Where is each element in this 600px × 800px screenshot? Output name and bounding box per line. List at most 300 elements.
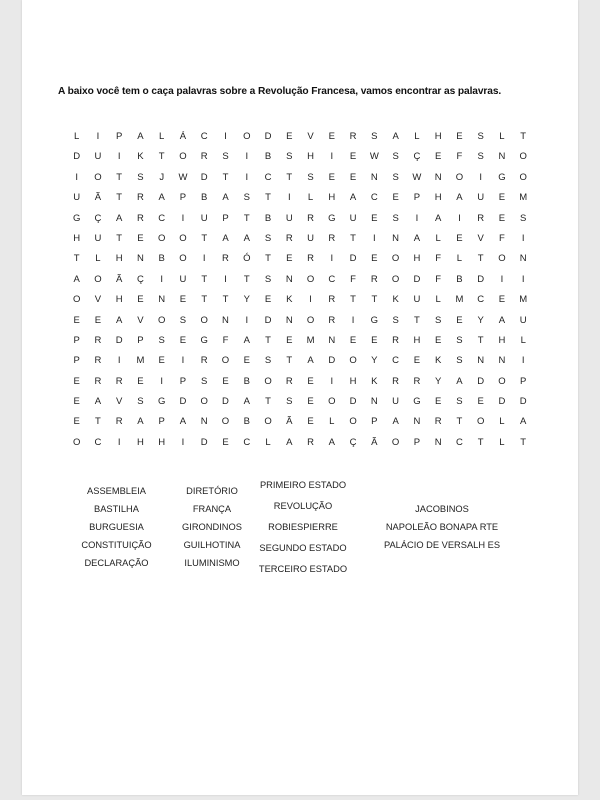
grid-letter: I [160,273,164,285]
grid-letter: R [349,131,357,142]
grid-letter: Ç [413,151,421,163]
grid-letter: T [520,131,527,142]
grid-letter: S [307,171,314,183]
grid-letter: P [413,192,421,204]
grid-letter: K [286,294,293,306]
grid-letter: S [392,314,399,326]
grid-letter: Y [477,314,484,326]
grid-letter: O [243,131,251,142]
grid-letter: I [309,294,312,306]
grid-letter: W [369,151,379,163]
grid-letter: W [412,171,422,183]
grid-letter: H [115,253,123,265]
grid-letter: S [434,314,442,326]
grid-letter: B [264,151,272,163]
grid-letter: O [72,294,81,306]
grid-letter: R [136,212,144,224]
grid-letter: T [477,253,484,265]
grid-letter: T [265,192,271,204]
word-list-item: TERCEIRO ESTADO [258,564,348,574]
grid-letter: E [158,355,165,367]
grid-letter: N [477,355,485,367]
grid-letter: E [434,151,442,163]
grid-letter: M [136,355,145,367]
grid-letter: T [265,334,271,346]
word-list-item: FRANÇA [192,504,232,514]
grid-letter: I [245,171,249,183]
grid-letter: O [264,416,272,428]
grid-letter: O [391,273,400,285]
grid-letter: R [434,416,442,428]
grid-letter: S [392,151,399,163]
grid-letter: G [72,212,81,224]
grid-letter: P [73,334,80,346]
grid-letter: T [286,171,293,183]
grid-letter: D [349,253,357,265]
grid-letter: N [434,171,442,183]
grid-letter: W [178,171,188,183]
grid-letter: I [75,171,78,183]
grid-letter: O [498,253,506,265]
grid-letter: L [307,192,314,204]
grid-letter: E [137,232,144,244]
grid-letter: I [479,171,482,183]
grid-letter: D [477,273,485,285]
grid-letter: O [158,232,166,244]
grid-letter: T [222,171,229,183]
grid-letter: E [371,212,378,224]
grid-letter: E [349,171,357,183]
grid-letter: A [328,436,335,448]
grid-letter: Ã [115,273,123,285]
grid-letter: S [456,396,463,408]
grid-letter: R [200,355,208,367]
grid-letter: B [456,273,463,285]
grid-letter: E [73,314,80,326]
grid-letter: I [181,355,185,367]
word-list-item: NAPOLEÃO BONAPA RTE [385,522,499,532]
grid-letter: B [264,212,272,224]
grid-letter: N [328,334,336,346]
grid-letter: L [456,253,463,265]
grid-letter: O [179,232,187,244]
grid-letter: C [158,212,166,224]
grid-letter: D [519,396,527,408]
grid-letter: P [222,212,229,224]
grid-letter: J [159,171,165,183]
grid-letter: U [519,314,527,326]
grid-letter: Á [179,131,187,142]
grid-letter: R [222,253,229,265]
grid-letter: L [329,416,335,428]
grid-letter: N [136,253,144,265]
grid-letter: F [456,151,463,163]
grid-letter: R [94,355,102,367]
grid-letter: S [392,212,399,224]
grid-letter: F [350,273,356,285]
grid-letter: G [370,314,379,326]
grid-letter: O [200,396,208,408]
grid-letter: U [200,212,208,224]
grid-letter: T [94,416,101,428]
grid-letter: I [521,232,525,244]
grid-letter: M [455,294,464,306]
grid-letter: A [349,192,357,204]
grid-letter: E [307,396,314,408]
grid-letter: O [391,436,400,448]
grid-letter: I [330,151,334,163]
grid-letter: R [328,294,336,306]
grid-letter: S [456,334,463,346]
grid-letter: T [456,416,463,428]
grid-letter: P [73,355,80,367]
grid-letter: Ç [94,212,102,224]
grid-letter: T [243,273,250,285]
grid-letter: E [286,334,293,346]
word-list-item: GUILHOTINA [183,540,241,550]
grid-letter: T [116,171,123,183]
grid-letter: H [307,151,314,163]
grid-letter: U [94,151,102,163]
grid-letter: P [520,375,527,387]
grid-letter: T [201,294,208,306]
grid-letter: E [243,355,250,367]
grid-letter: R [115,375,123,387]
grid-letter: Ó [243,253,251,265]
grid-letter: A [115,314,123,326]
word-list-column-2 [172,482,252,572]
grid-letter: E [94,314,102,326]
grid-letter: E [222,375,229,387]
grid-letter: R [136,192,144,204]
word-list-item: GIRONDINOS [182,522,242,532]
word-list-column-3 [258,475,348,580]
grid-letter: B [201,192,208,204]
grid-letter: U [413,294,421,306]
grid-letter: I [117,151,121,163]
grid-letter: I [351,314,355,326]
grid-letter: O [94,273,102,285]
grid-letter: E [286,131,293,142]
grid-letter: O [94,171,102,183]
grid-letter: O [200,314,208,326]
grid-letter: A [222,192,229,204]
grid-letter: S [201,375,208,387]
grid-letter: E [349,151,357,163]
grid-letter: D [222,396,229,408]
grid-letter: H [136,436,144,448]
grid-letter: P [179,192,187,204]
grid-letter: D [498,396,506,408]
grid-letter: K [371,375,378,387]
grid-letter: A [137,416,144,428]
word-list-item: JACOBINOS [415,504,469,514]
grid-letter: D [264,314,272,326]
grid-letter: Y [434,375,442,387]
grid-letter: G [200,334,208,346]
grid-letter: G [328,212,336,224]
grid-letter: A [413,232,421,244]
grid-letter: H [158,436,166,448]
word-list-item: ILUMINISMO [184,558,240,568]
grid-letter: I [330,375,334,387]
grid-letter: A [456,375,463,387]
grid-letter: A [498,314,506,326]
grid-letter: K [392,294,399,306]
grid-letter: D [115,334,123,346]
grid-letter: B [243,416,250,428]
grid-letter: E [307,375,314,387]
grid-letter: N [392,232,400,244]
grid-letter: O [349,416,357,428]
word-list-item: ROBIESPIERRE [268,522,338,532]
grid-letter: S [137,171,144,183]
grid-letter: T [520,436,527,448]
grid-letter: R [307,253,314,265]
grid-letter: U [477,192,485,204]
grid-letter: T [222,294,229,306]
grid-letter: L [499,436,505,448]
grid-letter: R [413,375,421,387]
grid-letter: R [115,416,123,428]
grid-letter: V [307,131,314,142]
grid-letter: R [94,334,102,346]
grid-letter: E [434,396,442,408]
grid-letter: E [307,416,314,428]
grid-letter: P [115,131,123,142]
grid-letter: O [72,436,81,448]
grid-letter: I [224,131,227,142]
grid-letter: O [498,375,506,387]
grid-letter: L [159,131,165,142]
grid-letter: C [392,355,400,367]
grid-letter: F [499,232,505,244]
grid-letter: O [221,416,230,428]
grid-letter: H [349,375,357,387]
grid-letter: S [222,151,229,163]
grid-letter: I [245,151,249,163]
grid-letter: A [222,232,229,244]
grid-letter: D [200,436,208,448]
worksheet-page [22,0,578,795]
word-list-item: BURGUESIA [89,522,144,532]
grid-letter: S [137,396,144,408]
grid-letter: F [435,253,442,265]
grid-letter: R [328,232,336,244]
grid-letter: L [435,232,441,244]
grid-letter: H [73,232,81,244]
grid-letter: D [200,171,208,183]
grid-letter: A [434,212,442,224]
grid-letter: I [181,212,185,224]
grid-letter: R [307,212,314,224]
grid-letter: V [115,396,123,408]
grid-letter: O [221,355,230,367]
grid-letter: P [413,436,421,448]
grid-letter: R [392,334,400,346]
word-list-item: DIRETÓRIO [186,486,238,496]
grid-letter: A [158,192,165,204]
grid-letter: I [117,355,121,367]
grid-letter: E [73,375,80,387]
grid-letter: I [521,355,525,367]
grid-letter: C [328,273,336,285]
grid-letter: O [306,314,315,326]
grid-letter: L [95,253,101,265]
grid-letter: T [477,334,484,346]
grid-letter: T [265,253,271,265]
grid-letter: H [434,192,442,204]
grid-letter: I [202,253,206,265]
grid-letter: Y [371,355,378,367]
grid-letter: D [328,355,336,367]
grid-letter: C [370,192,378,204]
grid-letter: A [243,334,250,346]
grid-letter: N [370,171,378,183]
grid-letter: L [520,334,526,346]
grid-letter: I [330,253,334,265]
grid-letter: R [285,375,293,387]
grid-letter: V [477,232,484,244]
grid-letter: S [264,273,272,285]
grid-letter: U [73,192,81,204]
grid-letter: T [350,232,356,244]
grid-letter: T [116,192,123,204]
word-list-item: SEGUNDO ESTADO [259,543,347,553]
grid-letter: I [287,192,291,204]
grid-letter: S [264,232,272,244]
grid-letter: L [414,131,420,142]
grid-letter: O [264,375,272,387]
grid-letter: S [456,355,463,367]
grid-letter: I [96,131,100,142]
grid-letter: P [137,334,144,346]
grid-letter: T [201,273,208,285]
grid-letter: T [371,294,378,306]
grid-letter: I [181,436,185,448]
grid-letter: H [413,334,421,346]
word-list-item: BASTILHA [94,504,139,514]
grid-letter: T [201,232,208,244]
grid-letter: E [456,314,463,326]
word-list-item: PRIMEIRO ESTADO [259,480,347,490]
grid-letter: L [499,416,505,428]
grid-letter: U [285,212,293,224]
grid-letter: U [179,273,187,285]
grid-letter: E [371,334,378,346]
grid-letter: L [499,131,505,142]
grid-letter: D [264,131,272,142]
grid-letter: E [456,131,463,142]
grid-letter: E [73,416,80,428]
grid-letter: S [520,212,527,224]
grid-letter: C [477,294,485,306]
grid-letter: D [413,273,421,285]
grid-letter: O [349,355,357,367]
grid-letter: N [285,314,293,326]
grid-letter: E [392,192,399,204]
grid-letter: A [307,355,314,367]
grid-letter: U [392,396,400,408]
grid-letter: R [94,375,102,387]
grid-letter: P [179,375,187,387]
grid-letter: Ç [136,273,144,285]
grid-letter: A [520,416,527,428]
grid-letter: R [477,212,485,224]
grid-letter: N [158,294,166,306]
grid-letter: A [94,396,102,408]
grid-letter: C [455,436,463,448]
grid-letter: T [477,436,484,448]
grid-letter: U [94,232,102,244]
grid-letter: D [73,151,81,163]
grid-letter: Ã [286,416,293,428]
grid-letter: N [370,396,378,408]
grid-letter: O [476,416,485,428]
word-search-grid [66,130,534,456]
grid-letter: E [434,334,442,346]
grid-letter: N [434,436,442,448]
grid-letter: D [477,375,485,387]
grid-letter: I [160,375,164,387]
grid-letter: S [286,151,293,163]
grid-letter: A [137,131,144,142]
grid-letter: E [73,396,80,408]
grid-letter: A [392,131,399,142]
worksheet-instructions: A baixo você tem o caça palavras sobre a Revolução Francesa, vamos encontrar as palavras. [58,86,502,97]
grid-letter: I [521,273,525,285]
grid-letter: C [243,436,251,448]
grid-letter: O [455,171,464,183]
grid-letter: R [328,314,336,326]
grid-letter: B [243,375,250,387]
grid-letter: V [137,314,144,326]
grid-letter: T [73,253,80,265]
grid-letter: E [179,334,187,346]
grid-letter: S [264,355,272,367]
grid-letter: L [73,131,80,142]
grid-letter: D [179,396,187,408]
grid-letter: K [137,151,144,163]
grid-letter: H [413,253,421,265]
word-list-column-1 [74,482,159,572]
grid-letter: O [179,151,187,163]
word-list-item: ASSEMBLEIA [87,486,146,496]
grid-letter: I [458,212,461,224]
grid-letter: H [498,334,506,346]
grid-letter: Ç [349,436,357,448]
grid-letter: I [224,273,227,285]
grid-letter: O [179,253,187,265]
grid-letter: N [498,355,506,367]
grid-letter: H [328,192,336,204]
grid-letter: T [350,294,356,306]
grid-letter: S [243,192,250,204]
grid-letter: L [435,294,441,306]
grid-letter: M [519,192,528,204]
grid-letter: R [307,436,314,448]
grid-letter: P [371,416,378,428]
grid-letter: O [158,314,166,326]
grid-letter: N [285,273,293,285]
grid-letter: O [391,253,400,265]
grid-letter: F [222,334,229,346]
grid-letter: M [519,294,528,306]
word-list-column-4 [367,500,517,554]
word-list-item: REVOLUÇÃO [273,501,333,511]
grid-letter: T [116,232,123,244]
grid-letter: T [413,314,420,326]
